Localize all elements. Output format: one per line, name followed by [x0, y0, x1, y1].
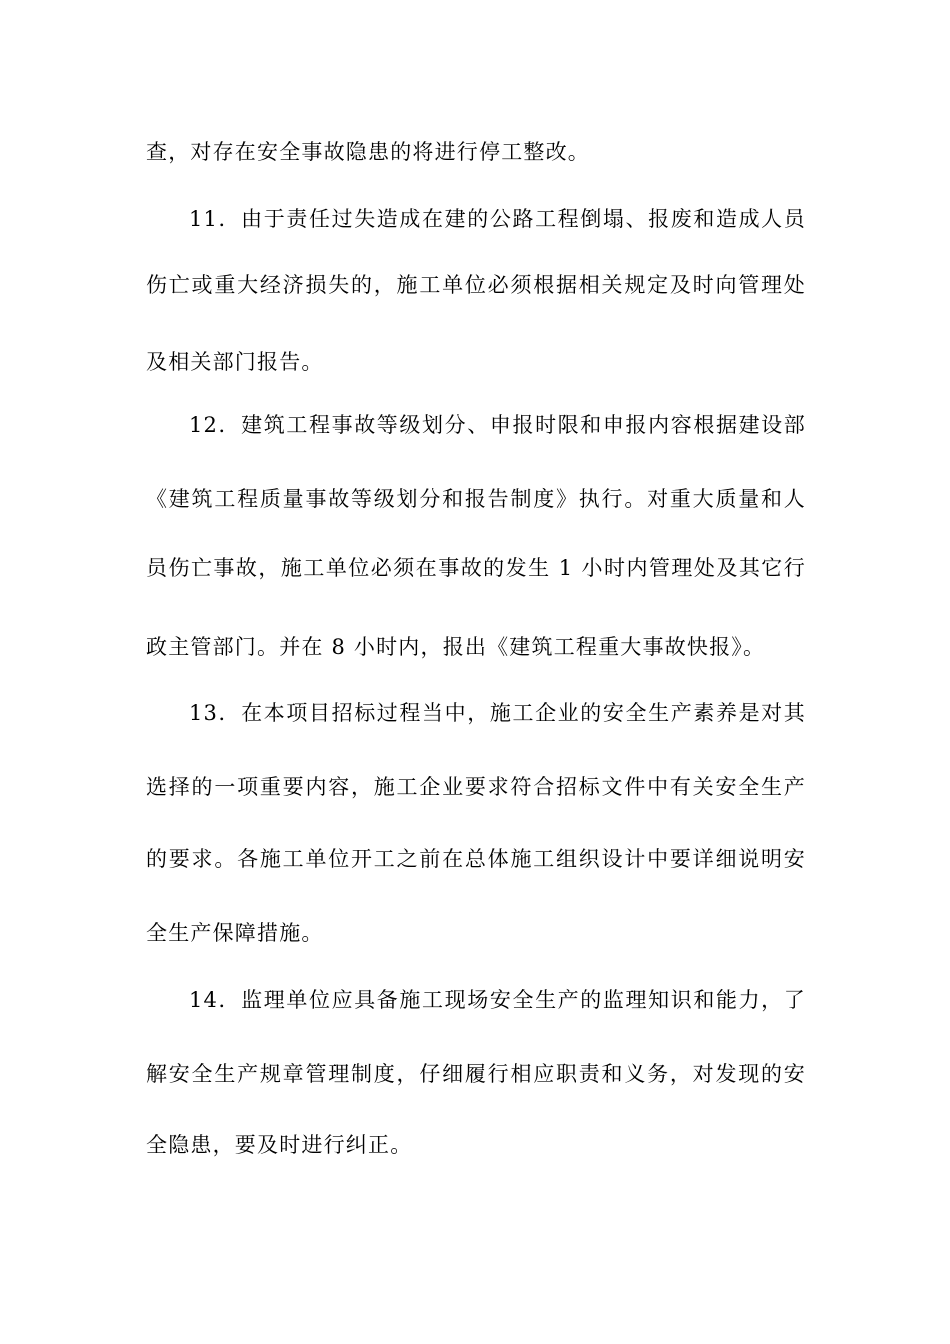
text-line-10: 选择的一项重要内容，施工企业要求符合招标文件中有关安全生产	[146, 775, 806, 799]
text-line-2: 11．由于责任过失造成在建的公路工程倒塌、报废和造成人员	[189, 207, 806, 231]
text-line-14: 解安全生产规章管理制度，仔细履行相应职责和义务，对发现的安	[146, 1062, 806, 1086]
text-line-5: 12．建筑工程事故等级划分、申报时限和申报内容根据建设部	[189, 413, 806, 437]
text-line-12: 全生产保障措施。	[146, 921, 324, 945]
text-line-11: 的要求。各施工单位开工之前在总体施工组织设计中要详细说明安	[146, 847, 806, 871]
text-line-15: 全隐患，要及时进行纠正。	[146, 1133, 413, 1157]
text-line-8: 政主管部门。并在 8 小时内，报出《建筑工程重大事故快报》。	[146, 635, 766, 659]
text-line-6: 《建筑工程质量事故等级划分和报告制度》执行。对重大质量和人	[146, 487, 806, 511]
text-line-3: 伤亡或重大经济损失的，施工单位必须根据相关规定及时向管理处	[146, 273, 806, 297]
text-line-9: 13．在本项目招标过程当中，施工企业的安全生产素养是对其	[189, 701, 806, 725]
text-line-1: 查，对存在安全事故隐患的将进行停工整改。	[146, 140, 590, 164]
text-line-4: 及相关部门报告。	[146, 350, 324, 374]
text-line-7: 员伤亡事故，施工单位必须在事故的发生 1 小时内管理处及其它行	[146, 556, 806, 580]
text-line-13: 14．监理单位应具备施工现场安全生产的监理知识和能力，了	[189, 988, 806, 1012]
